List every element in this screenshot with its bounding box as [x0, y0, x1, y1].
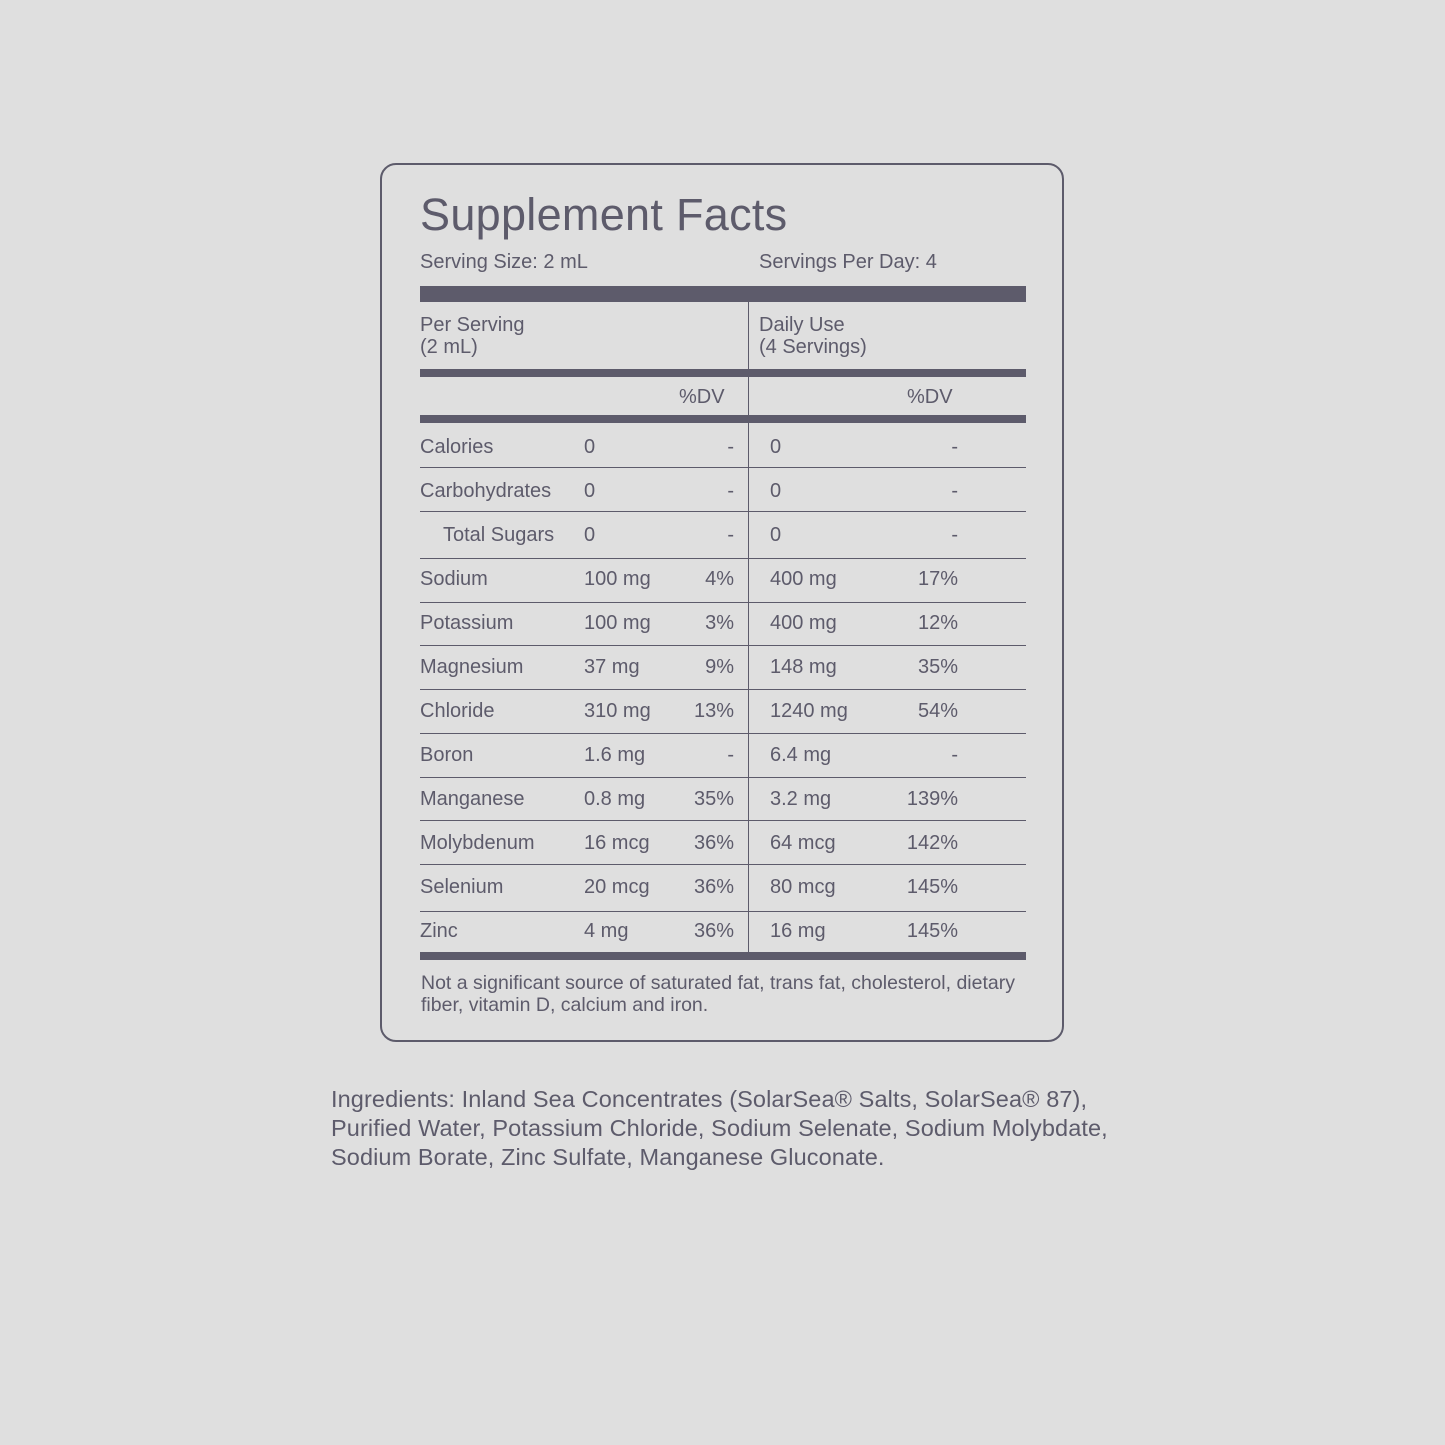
supplement-facts-panel — [380, 163, 1064, 1042]
amount-daily-use: 0 — [770, 436, 782, 458]
dv-per-serving: - — [727, 480, 734, 502]
row-divider — [420, 911, 1026, 912]
dv-daily-use: 139% — [906, 788, 958, 810]
nutrient-name: Sodium — [420, 568, 488, 590]
amount-per-serving: 16 mcg — [584, 832, 650, 854]
row-divider — [420, 733, 1026, 734]
dv-per-serving: 35% — [693, 788, 734, 810]
table-column-divider — [748, 423, 749, 952]
ingredients-text: Ingredients: Inland Sea Concentrates (SolarSea® Salts, SolarSea® 87), Purified Water, Potassium Chloride, Sodium Selenate, Sodium Molybdate, Sodium Borate, Zinc Sulfate, Manganese Gluconate. — [331, 1086, 1108, 1170]
amount-daily-use: 80 mcg — [770, 876, 836, 898]
amount-daily-use: 400 mg — [770, 568, 837, 590]
dv-daily-use: 54% — [917, 700, 958, 722]
per-serving-header-line1: Per Serving — [420, 314, 525, 336]
amount-daily-use: 0 — [770, 524, 782, 546]
servings-per-day: Servings Per Day: 4 — [759, 251, 937, 273]
row-divider — [420, 602, 1026, 603]
dv-daily-use: - — [951, 436, 958, 458]
dv-daily-use: - — [951, 480, 958, 502]
dv-daily-use: - — [951, 524, 958, 546]
amount-per-serving: 0 — [584, 480, 596, 502]
nutrient-name: Manganese — [420, 788, 525, 810]
row-divider — [420, 645, 1026, 646]
nutrient-name: Calories — [420, 436, 494, 458]
daily-use-header — [759, 314, 867, 358]
nutrient-name: Carbohydrates — [420, 480, 552, 502]
per-serving-header — [420, 314, 525, 358]
dv-daily-use: 145% — [906, 876, 958, 898]
row-divider — [420, 558, 1026, 559]
daily-use-header-line1: Daily Use — [759, 314, 845, 336]
dv-daily-use: 17% — [917, 568, 958, 590]
amount-daily-use: 1240 mg — [770, 700, 848, 722]
row-divider — [420, 777, 1026, 778]
row-divider — [420, 689, 1026, 690]
dv-per-serving: 36% — [693, 876, 734, 898]
nutrient-name: Potassium — [420, 612, 514, 634]
nutrient-name: Selenium — [420, 876, 504, 898]
row-divider — [420, 820, 1026, 821]
amount-per-serving: 310 mg — [584, 700, 651, 722]
dv-daily-use: - — [951, 744, 958, 766]
dv-header-daily-use: %DV — [907, 386, 953, 408]
row-divider — [420, 511, 1026, 512]
dv-daily-use: 145% — [906, 920, 958, 942]
dv-column-divider — [748, 377, 749, 415]
amount-per-serving: 100 mg — [584, 612, 651, 634]
dv-daily-use: 35% — [917, 656, 958, 678]
nutrient-name: Chloride — [420, 700, 495, 722]
amount-daily-use: 3.2 mg — [770, 788, 832, 810]
dv-per-serving: 3% — [705, 612, 734, 634]
nutrient-name: Molybdenum — [420, 832, 535, 854]
dv-per-serving: - — [727, 744, 734, 766]
amount-per-serving: 37 mg — [584, 656, 640, 678]
footnote: Not a significant source of saturated fat, trans fat, cholesterol, dietary fiber, vitamin D, calcium and iron. — [421, 972, 1015, 1016]
nutrient-name: Zinc — [420, 920, 458, 942]
amount-daily-use: 400 mg — [770, 612, 837, 634]
dv-header-per-serving: %DV — [679, 386, 725, 408]
amount-daily-use: 0 — [770, 480, 782, 502]
amount-per-serving: 4 mg — [584, 920, 629, 942]
dv-per-serving: 36% — [693, 832, 734, 854]
dv-per-serving: 13% — [693, 700, 734, 722]
daily-use-header-line2: (4 Servings) — [759, 336, 867, 358]
per-serving-header-line2: (2 mL) — [420, 336, 478, 358]
bottom-divider — [420, 952, 1026, 960]
amount-per-serving: 1.6 mg — [584, 744, 646, 766]
header-column-divider — [748, 302, 749, 369]
amount-per-serving: 0 — [584, 524, 596, 546]
dv-daily-use: 12% — [917, 612, 958, 634]
dv-per-serving: - — [727, 436, 734, 458]
label-title: Supplement Facts — [420, 189, 788, 240]
serving-size: Serving Size: 2 mL — [420, 251, 588, 273]
amount-daily-use: 64 mcg — [770, 832, 836, 854]
row-divider — [420, 467, 1026, 468]
nutrient-name: Magnesium — [420, 656, 524, 678]
row-divider — [420, 864, 1026, 865]
dv-per-serving: 9% — [705, 656, 734, 678]
top-thick-divider — [420, 286, 1026, 302]
dv-per-serving: 4% — [705, 568, 734, 590]
amount-daily-use: 6.4 mg — [770, 744, 832, 766]
nutrient-name: Total Sugars — [443, 524, 555, 546]
dv-daily-use: 142% — [906, 832, 958, 854]
dv-per-serving: 36% — [693, 920, 734, 942]
header-divider — [420, 369, 1026, 377]
dv-divider — [420, 415, 1026, 423]
amount-daily-use: 148 mg — [770, 656, 837, 678]
dv-per-serving: - — [727, 524, 734, 546]
amount-per-serving: 100 mg — [584, 568, 651, 590]
amount-per-serving: 20 mcg — [584, 876, 650, 898]
nutrient-name: Boron — [420, 744, 474, 766]
amount-per-serving: 0 — [584, 436, 596, 458]
amount-daily-use: 16 mg — [770, 920, 826, 942]
amount-per-serving: 0.8 mg — [584, 788, 646, 810]
